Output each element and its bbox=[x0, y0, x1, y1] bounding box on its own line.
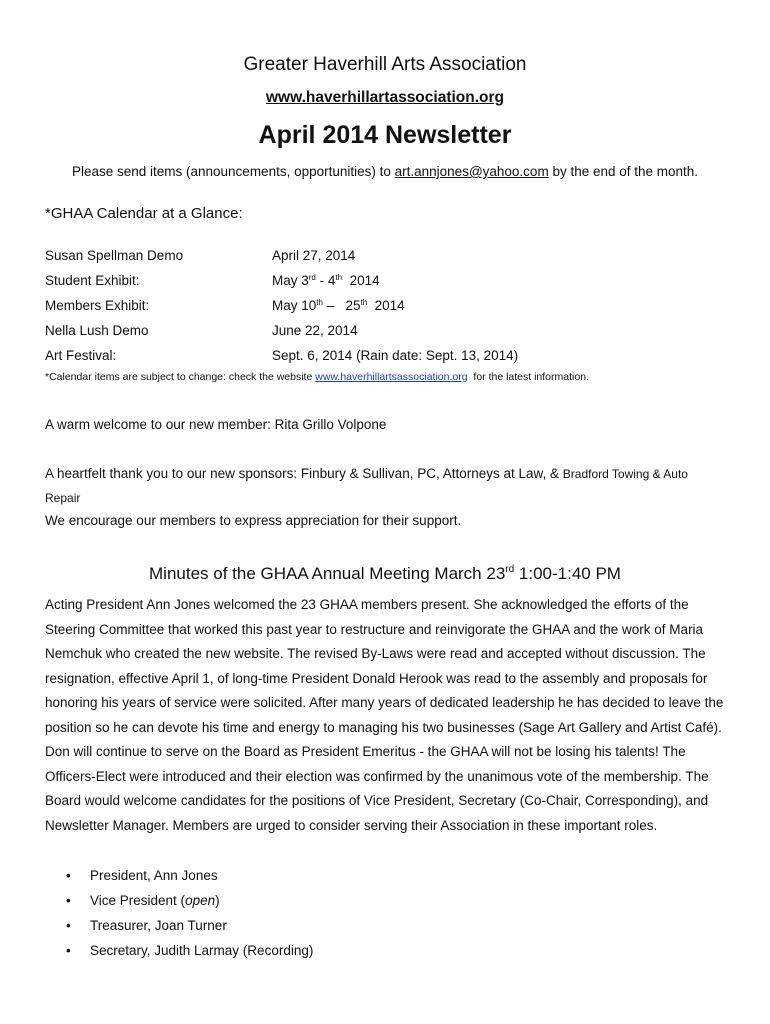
submission-note bbox=[0, 164, 770, 179]
date-part: 2014 bbox=[342, 273, 380, 288]
sponsors-line-small: Bradford Towing & Auto bbox=[562, 467, 688, 481]
bullet-icon: • bbox=[66, 918, 71, 933]
list-item bbox=[45, 888, 735, 913]
newsletter-title: April 2014 Newsletter bbox=[258, 121, 512, 149]
org-name: Greater Haverhill Arts Association bbox=[243, 54, 527, 75]
date-ordinal: th bbox=[335, 273, 343, 282]
date-part: 2014 bbox=[367, 298, 405, 313]
footnote-website-link[interactable]: www.haverhillartsassociation.org bbox=[315, 371, 468, 383]
minutes-body: Acting President Ann Jones welcomed the 23 GHAA members present. She acknowledged the efforts of the Steering Committee that worked this past year to restructure and reinvigorate the GHAA and the work of Maria Nemchuk who created the new website. The revised By-Laws were read and accepted without discussion. The resignation, effective April 1, of long-time President Donald Herook was read to the assembly and proposals for honoring his years of service were solicited. After many years of dedicated leadership he has decided to leave the position so he can devote his time and energy to managing his two businesses (Sage Art Gallery and Artist Café). Don will continue to serve on the Board as President Emeritus - the GHAA will not be losing his talents! The Officers-Elect were introduced and their election was confirmed by the unanimous vote of the membership. The Board would welcome candidates for the positions of Vice President, Secretary (Co-Chair, Corresponding), and Newsletter Manager. Members are urged to consider serving their Association in these important roles. bbox=[45, 597, 724, 833]
officer-text: President, Ann Jones bbox=[90, 868, 218, 883]
list-item bbox=[45, 863, 735, 888]
calendar-event: Members Exhibit: bbox=[45, 298, 150, 313]
welcome-text: A warm welcome to our new member: Rita Grillo Volpone bbox=[45, 417, 387, 432]
calendar-event: Susan Spellman Demo bbox=[45, 248, 184, 263]
officer-text: Vice President ( bbox=[90, 893, 186, 908]
minutes-heading bbox=[0, 564, 770, 584]
encourage-text: We encourage our members to express appreciation for their support. bbox=[45, 513, 462, 528]
list-item bbox=[45, 913, 735, 938]
sponsors-line-2: Repair bbox=[45, 491, 81, 505]
heading-text: Minutes of the GHAA Annual Meeting March 23 bbox=[149, 564, 506, 583]
footnote-suffix: for the latest information. bbox=[467, 371, 589, 383]
calendar-date bbox=[272, 273, 380, 288]
sponsors-line: A heartfelt thank you to our new sponsors: Finbury & Sullivan, PC, Attorneys at Law, & bbox=[45, 466, 563, 481]
bullet-icon: • bbox=[66, 943, 71, 958]
date-part: May 10 bbox=[272, 298, 317, 313]
calendar-date: April 27, 2014 bbox=[272, 248, 356, 263]
officer-text: Treasurer, Joan Turner bbox=[90, 918, 227, 933]
calendar-event: Student Exhibit: bbox=[45, 273, 140, 288]
calendar-date bbox=[272, 298, 405, 313]
officer-text: ) bbox=[215, 893, 220, 908]
calendar-footnote bbox=[45, 371, 589, 383]
calendar-heading: *GHAA Calendar at a Glance: bbox=[45, 205, 243, 222]
officer-status: open bbox=[185, 893, 216, 908]
date-ordinal: rd bbox=[308, 273, 316, 282]
date-ordinal: th bbox=[360, 298, 368, 307]
officer-text: Secretary, Judith Larmay (Recording) bbox=[90, 943, 314, 958]
bullet-icon: • bbox=[66, 893, 71, 908]
calendar-date: June 22, 2014 bbox=[272, 323, 358, 338]
heading-ordinal: rd bbox=[505, 564, 515, 575]
submission-prefix: Please send items (announcements, opportunities) to bbox=[71, 164, 395, 179]
submission-suffix: by the end of the month. bbox=[548, 164, 699, 179]
date-part: May 3 bbox=[272, 273, 309, 288]
footnote-prefix: *Calendar items are subject to change: check the website bbox=[45, 371, 316, 383]
date-ordinal: th bbox=[316, 298, 323, 307]
heading-text: 1:00-1:40 PM bbox=[514, 564, 621, 583]
calendar-date: Sept. 6, 2014 (Rain date: Sept. 13, 2014) bbox=[272, 348, 519, 363]
bullet-icon: • bbox=[66, 868, 71, 883]
date-part: – 25 bbox=[322, 298, 361, 313]
calendar-event: Art Festival: bbox=[45, 348, 117, 363]
date-part: - 4 bbox=[315, 273, 336, 288]
sponsors-text bbox=[45, 466, 688, 481]
officers-list bbox=[45, 863, 735, 963]
calendar-event: Nella Lush Demo bbox=[45, 323, 149, 338]
list-item bbox=[45, 938, 735, 963]
website-link[interactable]: www.haverhillartassociation.org bbox=[265, 89, 505, 106]
email-link[interactable]: art.annjones@yahoo.com bbox=[394, 164, 549, 179]
